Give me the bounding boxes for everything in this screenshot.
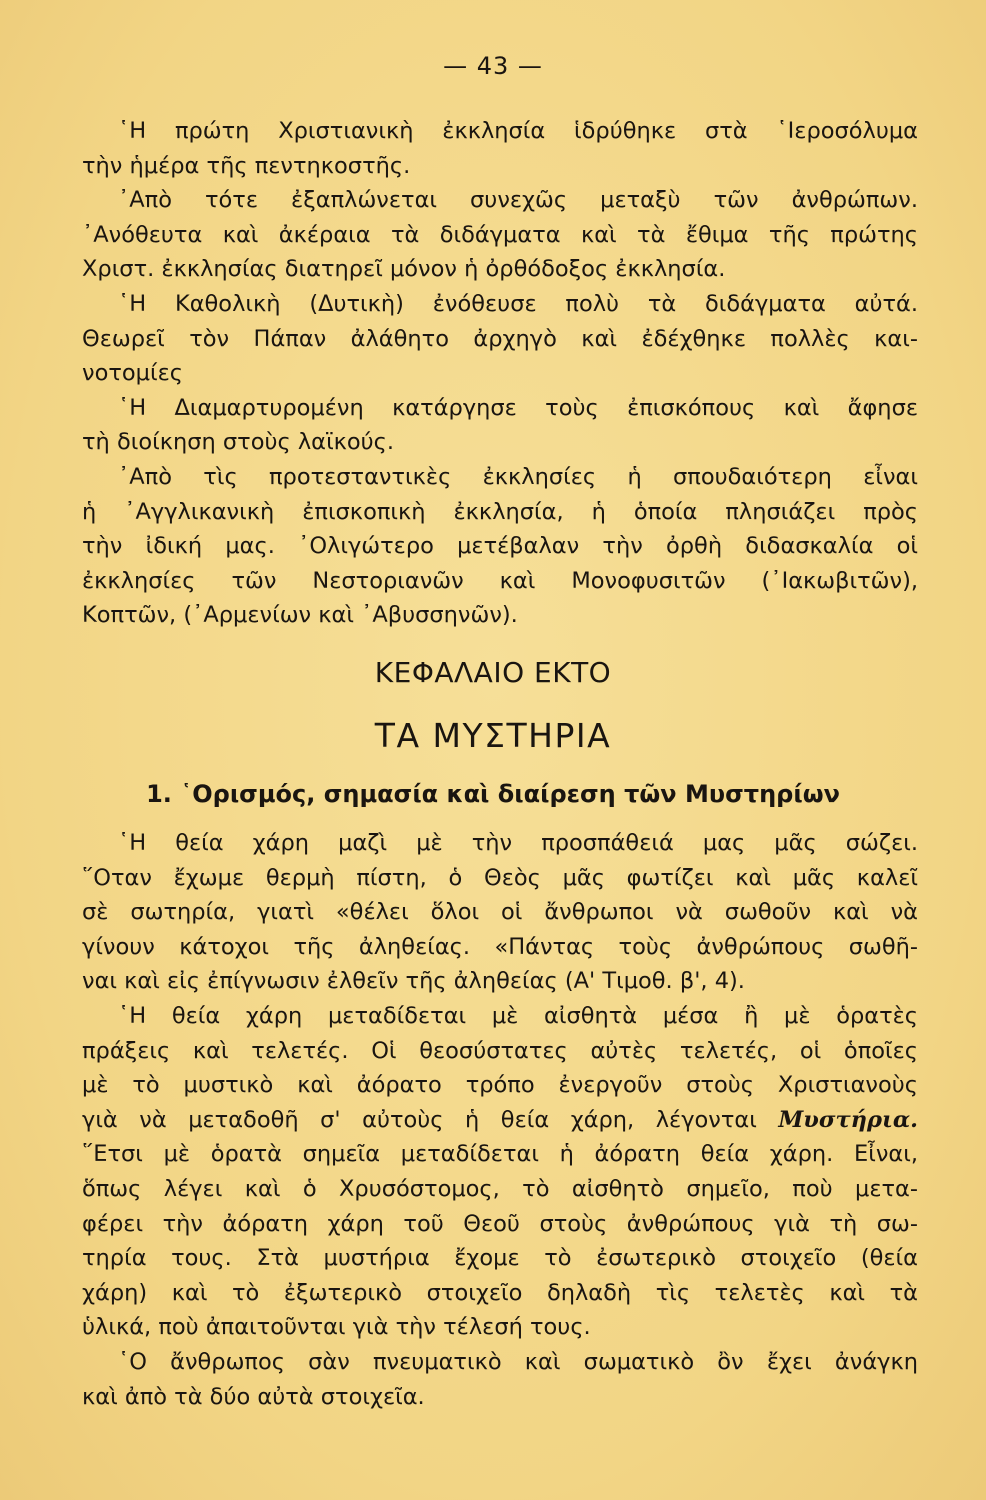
text-line [82, 1137, 918, 1171]
text-line [82, 252, 918, 286]
text-line [82, 1207, 918, 1241]
text-line-content: τὴ διοίκηση στοὺς λαϊκούς. [82, 429, 395, 456]
text-line-content: Χριστ. ἐκκλησίας διατηρεῖ μόνον ἡ ὀρθόδοξος ἐκκλησία. [82, 256, 726, 283]
text-line [82, 964, 918, 998]
text-line [82, 356, 918, 390]
text-line [82, 1103, 918, 1137]
text-line-content: ὅπως λέγει καὶ ὁ Χρυσόστομος, τὸ αἰσθητὸ σημεῖο, ποὺ μετα- [82, 1176, 918, 1202]
text-line-content: ὑλικά, ποὺ ἀπαιτοῦνται γιὰ τὴν τέλεσή τους. [82, 1314, 591, 1341]
text-line [82, 1172, 918, 1206]
chapter-title: ΤΑ ΜΥΣΤΗΡΙΑ [374, 716, 612, 755]
text-line [82, 1068, 918, 1102]
text-line-content: ᾿Απὸ τότε ἐξαπλώνεται συνεχῶς μεταξὺ τῶν ἀνθρώπων. [118, 187, 918, 214]
text-line-content: ῞Ετσι μὲ ὁρατὰ σημεῖα μεταδίδεται ἡ ἀόρατη θεία χάρη. Εἶναι, [82, 1141, 918, 1168]
text-line-content: ῾Η θεία χάρη μαζὶ μὲ τὴν προσπάθειά μας μᾶς σώζει. [118, 830, 918, 856]
text-line-content: τὴν ἡμέρα τῆς πεντηκοστῆς. [82, 152, 411, 179]
chapter-label: ΚΕΦΑΛΑΙΟ ΕΚΤΟ [374, 656, 612, 689]
text-line-content: καὶ ἀπὸ τὰ δύο αὐτὰ στοιχεῖα. [82, 1383, 425, 1410]
text-line [82, 1034, 918, 1068]
text-line-content: χάρη) καὶ τὸ ἐξωτερικὸ στοιχεῖο δηλαδὴ τὶς τελετὲς καὶ τὰ [82, 1279, 918, 1306]
text-line-content: ῾Η Καθολικὴ (Δυτικὴ) ἐνόθευσε πολὺ τὰ διδάγματα αὐτά. [118, 291, 918, 317]
text-line [82, 1276, 918, 1310]
text-line-content: σὲ σωτηρία, γιατὶ «θέλει ὅλοι οἱ ἄνθρωποι νὰ σωθοῦν καὶ νὰ [82, 899, 918, 926]
text-line [82, 598, 918, 632]
text-line-content: γίνουν κάτοχοι τῆς ἀληθείας. «Πάντας τοὺς ἀνθρώπους σωθῆ- [82, 933, 918, 960]
text-line [82, 861, 918, 895]
text-line-content: Θεωρεῖ τὸν Πάπαν ἀλάθητο ἀρχηγὸ καὶ ἐδέχθηκε πολλὲς και- [82, 325, 918, 352]
text-line [82, 564, 918, 598]
text-line-content: ἐκκλησίες τῶν Νεστοριανῶν καὶ Μονοφυσιτῶν (᾿Ιακωβιτῶν), [82, 567, 918, 594]
text-line [82, 322, 918, 356]
text-line [82, 495, 918, 529]
text-line-content: τηρία τους. Στὰ μυστήρια ἔχομε τὸ ἐσωτερικὸ στοιχεῖο (θεία [82, 1245, 918, 1272]
text-line [82, 1310, 918, 1344]
text-line-content: γιὰ νὰ μεταδοθῆ σ' αὐτοὺς ἡ θεία χάρη, λέγονται [82, 1106, 757, 1133]
text-line-content: ῾Η θεία χάρη μεταδίδεται μὲ αἰσθητὰ μέσα ἢ μὲ ὁρατὲς [118, 1003, 918, 1029]
text-line [82, 425, 918, 459]
text-line [82, 218, 918, 252]
text-line [118, 114, 918, 148]
text-line-content: φέρει τὴν ἀόρατη χάρη τοῦ Θεοῦ στοὺς ἀνθρώπους γιὰ τὴ σω- [82, 1210, 918, 1237]
text-line-content: ῾Ο ἄνθρωπος σὰν πνευματικὸ καὶ σωματικὸ ὂν ἔχει ἀνάγκη [118, 1349, 918, 1375]
text-line [118, 1345, 918, 1379]
text-line-content: Κοπτῶν, (᾿Αρμενίων καὶ ᾿Αβυσσηνῶν). [82, 602, 518, 629]
text-line-content: ἡ ᾿Αγγλικανικὴ ἐπισκοπικὴ ἐκκλησία, ἡ ὁποία πλησιάζει πρὸς [82, 498, 918, 525]
text-line [82, 149, 918, 183]
text-line-content: τὴν ἰδική μας. ᾿Ολιγώτερο μετέβαλαν τὴν ὀρθὴ διδασκαλία οἱ [82, 533, 918, 560]
text-line [82, 895, 918, 929]
text-line [82, 1241, 918, 1275]
text-line-content: ῾Η πρώτη Χριστιανικὴ ἐκκλησία ἱδρύθηκε στὰ ῾Ιεροσόλυμα [118, 118, 918, 144]
text-line [82, 1380, 918, 1414]
text-line-content: ῾Η Διαμαρτυρομένη κατάργησε τοὺς ἐπισκόπους καὶ ἄφησε [118, 394, 918, 421]
text-line [118, 183, 918, 217]
text-line-content: πράξεις καὶ τελετές. Οἱ θεοσύστατες αὐτὲς τελετές, οἱ ὁποῖες [82, 1037, 918, 1064]
section-heading: 1. ῾Ορισμός, σημασία καὶ διαίρεση τῶν Μυστηρίων [146, 780, 840, 808]
emphasized-term: Μυστήρια. [778, 1106, 918, 1133]
text-line-content: ᾿Ανόθευτα καὶ ἀκέραια τὰ διδάγματα καὶ τὰ ἔθιμα τῆς πρώτης [82, 221, 918, 248]
text-line [118, 826, 918, 860]
text-line [82, 930, 918, 964]
text-line [82, 529, 918, 563]
text-line-content: ᾿Απὸ τὶς προτεσταντικὲς ἐκκλησίες ἡ σπουδαιότερη εἶναι [118, 464, 918, 490]
text-line [118, 287, 918, 321]
text-line-content: νοτομίες [82, 360, 183, 387]
text-line-content: ναι καὶ εἰς ἐπίγνωσιν ἐλθεῖν τῆς ἀληθείας (Α' Τιμοθ. β', 4). [82, 968, 745, 995]
text-line-content: ῞Οταν ἔχωμε θερμὴ πίστη, ὁ Θεὸς μᾶς φωτίζει καὶ μᾶς καλεῖ [82, 864, 918, 891]
page-number: — 43 — [443, 52, 543, 80]
text-line [118, 999, 918, 1033]
text-line [118, 460, 918, 494]
text-line [118, 391, 918, 425]
text-line-content: μὲ τὸ μυστικὸ καὶ ἀόρατο τρόπο ἐνεργοῦν στοὺς Χριστιανοὺς [82, 1072, 918, 1099]
